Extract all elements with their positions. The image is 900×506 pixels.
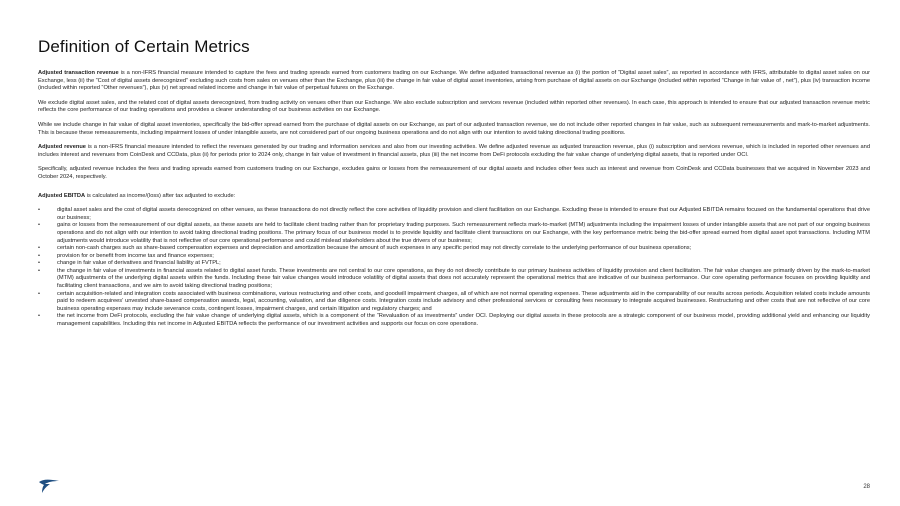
list-item: • the change in fair value of investments in financial assets related to digital asset funds. These investments are not central to our core operations, as they do not directly contribute to our primary business activities of liquidity provision and client facilitation. The fair value changes are primarily driven by the mark-to-market (MTM) adjustments of the underlying digital assets within the funds. Including these fair value changes would introduce volatility of digital assets that does not accurately represent the operational metrics that are indicative of our business performance. Our core operating performance focuses on providing liquidity and facilitating client transactions, and we aim to avoid taking directional trading positions; (57, 268, 870, 291)
list-item: • certain acquisition-related and integration costs associated with business combinations, various restructuring and other costs, and goodwill impairment charges, all of which are not normal operating expenses. These adjustments aid in the comparability of our results across periods. Acquisition related costs include amounts paid to redeem acquirees’ unvested share-based compensation awards, legal, accounting, valuation, and due diligence costs. Integration costs include advisory and other professional services or consulting fees necessary to integrate acquired businesses. Restructuring and other costs that are not reflective of our core business operating expenses may include severance costs, contingent losses, impairment charges, and certain litigation and regulatory charges; and (57, 291, 870, 314)
list-item: • gains or losses from the remeasurement of our digital assets, as these assets are held to facilitate client trading rather than for proprietary trading purposes. Such remeasurement reflects mark-to-market (MTM) adjustments including the impairment losses of under intangible assets that are not part of our ongoing business operations and do not align with our intention to avoid taking directional trading positions. The primary focus of our business model is to provide liquidity and facilitate client transactions on our Exchange, with the key performance metric being the bid-offer spread earned from digital asset spot transactions. Including MTM adjustments would introduce volatility that is not reflective of our core operational performance and could mislead stakeholders about the true drivers of our business; (57, 222, 870, 245)
list-item: • the net income from DeFi protocols, excluding the fair value change of underlying digital assets, which is a component of the “Revaluation of as investments” under OCI. Deploying our digital assets in these protocols are a strategic component of our business model, providing additional yield and enhancing our liquidity management capabilities. Including this net income in Adjusted EBITDA reflects the performance of our investment activities and supports our focus on core operations. (57, 313, 870, 328)
ar-term: Adjusted revenue (38, 144, 86, 151)
atr-paragraph-1 (38, 70, 870, 93)
bullish-logo-icon (38, 478, 60, 494)
ebitda-intro-text: is calculated as income/(loss) after tax adjusted to exclude: (85, 192, 236, 199)
ar-paragraph-1 (38, 144, 870, 159)
ebitda-intro (38, 193, 870, 201)
atr-text-1: is a non-IFRS financial measure intended to capture the fees and trading spreads earned from customers trading on our Exchange. We define adjusted transactional revenue as (i) the portion of “Digital asset sales”, as reported in accordance with IFRS, attributable to digital asset sales on our Exchange, less (ii) the “Cost of digital assets derecognized” excluding such costs from sales on venues other than the Exchange, plus (iii) the change in fair value of digital asset inventories, arising from purchase of digital assets on our Exchange (included within reported “Change in fair value of , net”), plus (iv) transaction income (included within reported “Other revenues”), plus (v) net spread related income and change in fair value of perpetual futures on the Exchange. (38, 70, 871, 92)
ebitda-exclusions-list (38, 207, 870, 329)
list-item: • certain non-cash charges such as share-based compensation expenses and depreciation and amortization because the amount of such expenses in any specific period may not directly correlate to the underlying performance of our business operations; (57, 245, 870, 253)
list-item: • change in fair value of derivatives and financial liability at FVTPL; (57, 260, 870, 268)
metrics-definitions (38, 70, 870, 329)
atr-term: Adjusted transaction revenue (38, 70, 119, 76)
page-number: 28 (863, 484, 870, 490)
ebitda-term: Adjusted EBITDA (38, 192, 86, 199)
ar-text-1: is a non-IFRS financial measure intended to reflect the revenues generated by our trading and information services and also from our investing activities. We define adjusted revenue as adjusted transaction revenue, plus (i) subscription and services revenue, which is included in reported other revenues and includes interest and revenues from CoinDesk and CCData, plus (ii) for periods prior to 2024 only, change in fair value of investment in financial assets, plus (iii) the net income from DeFi protocols excluding the fair value change of underlying digital assets, that is reported under OCI. (38, 144, 870, 158)
atr-paragraph-2: We exclude digital asset sales, and the related cost of digital assets derecognized, from trading activity on venues other than our Exchange. We also exclude subscription and services revenue (included within reported other revenues). In each case, this approach is intended to ensure that our adjusted transaction revenue metric reflects the core performance of our trading operations and provides a clearer understanding of our business activities on our Exchange. (38, 99, 870, 114)
list-item: • digital asset sales and the cost of digital assets derecognized on other venues, as these transactions do not directly reflect the core activities of liquidity provision and client facilitation on our Exchange. Excluding these is intended to ensure that our Adjusted EBITDA remains focused on the fundamental operations that drive our business; (57, 207, 870, 222)
ar-paragraph-2: Specifically, adjusted revenue includes the fees and trading spreads earned from customers trading on our Exchange, excludes gains or losses from the remeasurement of our digital assets and includes other fees such as interest and revenue from CoinDesk and CCData businesses that we acquired in November 2023 and October 2024, respectively. (38, 166, 870, 180)
page-title: Definition of Certain Metrics (38, 37, 250, 56)
atr-paragraph-3: While we include change in fair value of digital asset inventories, specifically the bid-offer spread earned from the purchase of digital assets on our Exchange, as part of our adjusted transaction revenue, we do not include other reported changes in fair value, such as subsequent remeasurements and mark-to-market adjustments. This is because these remeasurements, including impairment losses of under intangible assets, are not considered part of our ongoing business operations and do not align with our intention to avoid taking directional trading positions. (38, 121, 870, 136)
list-item: • provision for or benefit from income tax and finance expenses; (57, 253, 870, 261)
